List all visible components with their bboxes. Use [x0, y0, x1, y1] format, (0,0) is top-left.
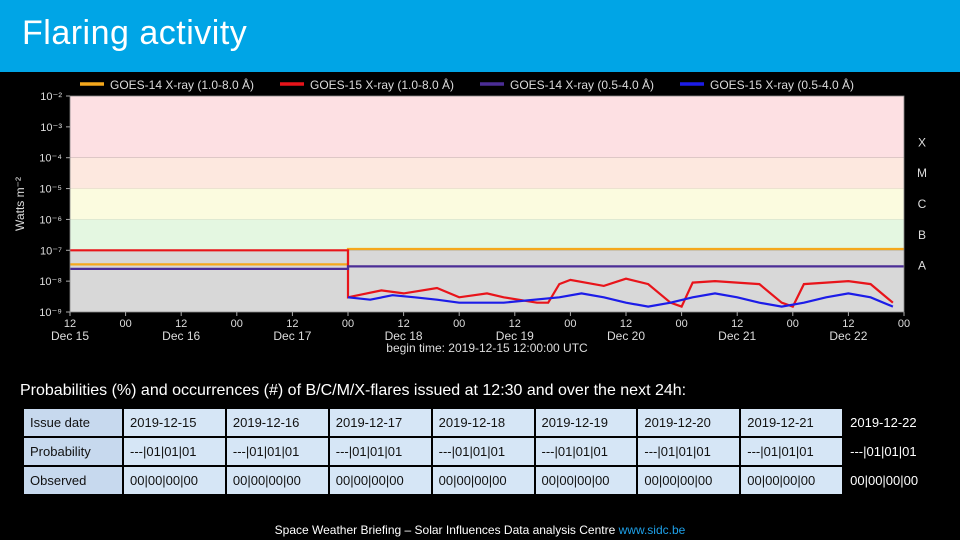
cell-observed: 00|00|00|00 [432, 466, 535, 495]
slide-header [0, 0, 960, 72]
flare-probability-table [22, 407, 947, 496]
cell-issue-date: 2019-12-21 [740, 408, 843, 437]
cell-probability: ---|01|01|01 [123, 437, 226, 466]
cell-probability: ---|01|01|01 [843, 437, 946, 466]
page-title: Flaring activity [22, 14, 248, 52]
cell-observed: 00|00|00|00 [535, 466, 638, 495]
cell-probability: ---|01|01|01 [535, 437, 638, 466]
y-tick-label: 10⁻³ [40, 121, 62, 134]
legend-label: GOES-14 X-ray (0.5-4.0 Å) [510, 78, 655, 92]
cell-probability: ---|01|01|01 [637, 437, 740, 466]
flare-class-label: A [917, 258, 927, 273]
x-tick-label: 12 [286, 318, 299, 330]
cell-probability: ---|01|01|01 [329, 437, 432, 466]
cell-observed: 00|00|00|00 [329, 466, 432, 495]
x-day-label: Dec 22 [829, 329, 868, 343]
x-tick-label: 00 [119, 318, 132, 330]
goes-xray-chart [0, 72, 960, 368]
table-row-observed [23, 466, 946, 495]
cell-probability: ---|01|01|01 [226, 437, 329, 466]
cell-observed: 00|00|00|00 [226, 466, 329, 495]
cell-issue-date: 2019-12-20 [637, 408, 740, 437]
y-tick-label: 10⁻⁹ [39, 307, 62, 319]
x-tick-label: 00 [675, 318, 688, 330]
x-day-label: Dec 21 [718, 329, 757, 343]
class-band [70, 158, 904, 189]
cell-observed: 00|00|00|00 [843, 466, 946, 495]
cell-issue-date: 2019-12-22 [843, 408, 946, 437]
x-day-label: Dec 17 [273, 329, 312, 343]
x-tick-label: 00 [341, 318, 355, 330]
cell-probability: ---|01|01|01 [740, 437, 843, 466]
cell-issue-date: 2019-12-18 [432, 408, 535, 437]
class-band [70, 96, 904, 158]
x-tick-label: 00 [564, 318, 577, 330]
row-label-observed: Observed [23, 466, 123, 495]
slide-footer [0, 523, 960, 537]
row-label-probability: Probability [23, 437, 123, 466]
legend-label: GOES-15 X-ray (0.5-4.0 Å) [710, 78, 855, 92]
cell-issue-date: 2019-12-16 [226, 408, 329, 437]
sidc-link[interactable]: www.sidc.be [618, 523, 686, 537]
x-day-label: Dec 15 [50, 329, 90, 343]
xray-flux-plot [0, 72, 960, 368]
legend-label: GOES-14 X-ray (1.0-8.0 Å) [110, 78, 255, 92]
cell-issue-date: 2019-12-15 [123, 408, 226, 437]
cell-observed: 00|00|00|00 [740, 466, 843, 495]
x-tick-label: 00 [786, 318, 799, 330]
x-day-label: Dec 20 [606, 329, 646, 343]
class-band [70, 219, 904, 250]
flare-class-label: X [917, 135, 927, 150]
cell-probability: ---|01|01|01 [432, 437, 535, 466]
x-tick-label: 12 [63, 318, 77, 330]
x-tick-label: 12 [175, 318, 188, 330]
flare-class-label: C [917, 197, 927, 211]
x-tick-label: 00 [453, 318, 466, 330]
y-tick-label: 10⁻⁸ [39, 276, 62, 289]
flare-class-label: M [917, 166, 927, 181]
x-tick-label: 12 [508, 318, 521, 330]
row-label-issue-date: Issue date [23, 408, 123, 437]
cell-issue-date: 2019-12-19 [535, 408, 638, 437]
y-axis-label: Watts m⁻² [13, 177, 27, 231]
probabilities-caption: Probabilities (%) and occurrences (#) of B/C/M/X-flares issued at 12:30 and over the next 24h: [20, 382, 687, 399]
x-axis-label: begin time: 2019-12-15 12:00:00 UTC [386, 341, 588, 355]
flare-class-label: B [917, 227, 927, 242]
cell-issue-date: 2019-12-17 [329, 408, 432, 437]
footer-text: Space Weather Briefing – Solar Influences Data analysis Centre [274, 523, 616, 537]
x-tick-label: 12 [842, 318, 855, 330]
x-day-label: Dec 19 [495, 329, 534, 343]
x-day-label: Dec 18 [384, 329, 423, 343]
table-row-probability [23, 437, 946, 466]
x-tick-label: 00 [897, 318, 911, 330]
x-day-label: Dec 16 [162, 329, 201, 343]
y-tick-label: 10⁻⁶ [39, 214, 62, 227]
cell-observed: 00|00|00|00 [123, 466, 226, 495]
y-tick-label: 10⁻⁴ [39, 152, 62, 165]
y-tick-label: 10⁻⁵ [39, 183, 62, 196]
class-band [70, 189, 904, 220]
cell-observed: 00|00|00|00 [637, 466, 740, 495]
x-tick-label: 12 [397, 318, 410, 330]
x-tick-label: 00 [230, 318, 243, 330]
y-tick-label: 10⁻⁷ [39, 245, 62, 258]
y-tick-label: 10⁻² [40, 91, 62, 103]
x-tick-label: 12 [731, 318, 744, 330]
table-row-issue-date [23, 408, 946, 437]
legend-label: GOES-15 X-ray (1.0-8.0 Å) [310, 78, 455, 92]
x-tick-label: 12 [619, 318, 633, 330]
